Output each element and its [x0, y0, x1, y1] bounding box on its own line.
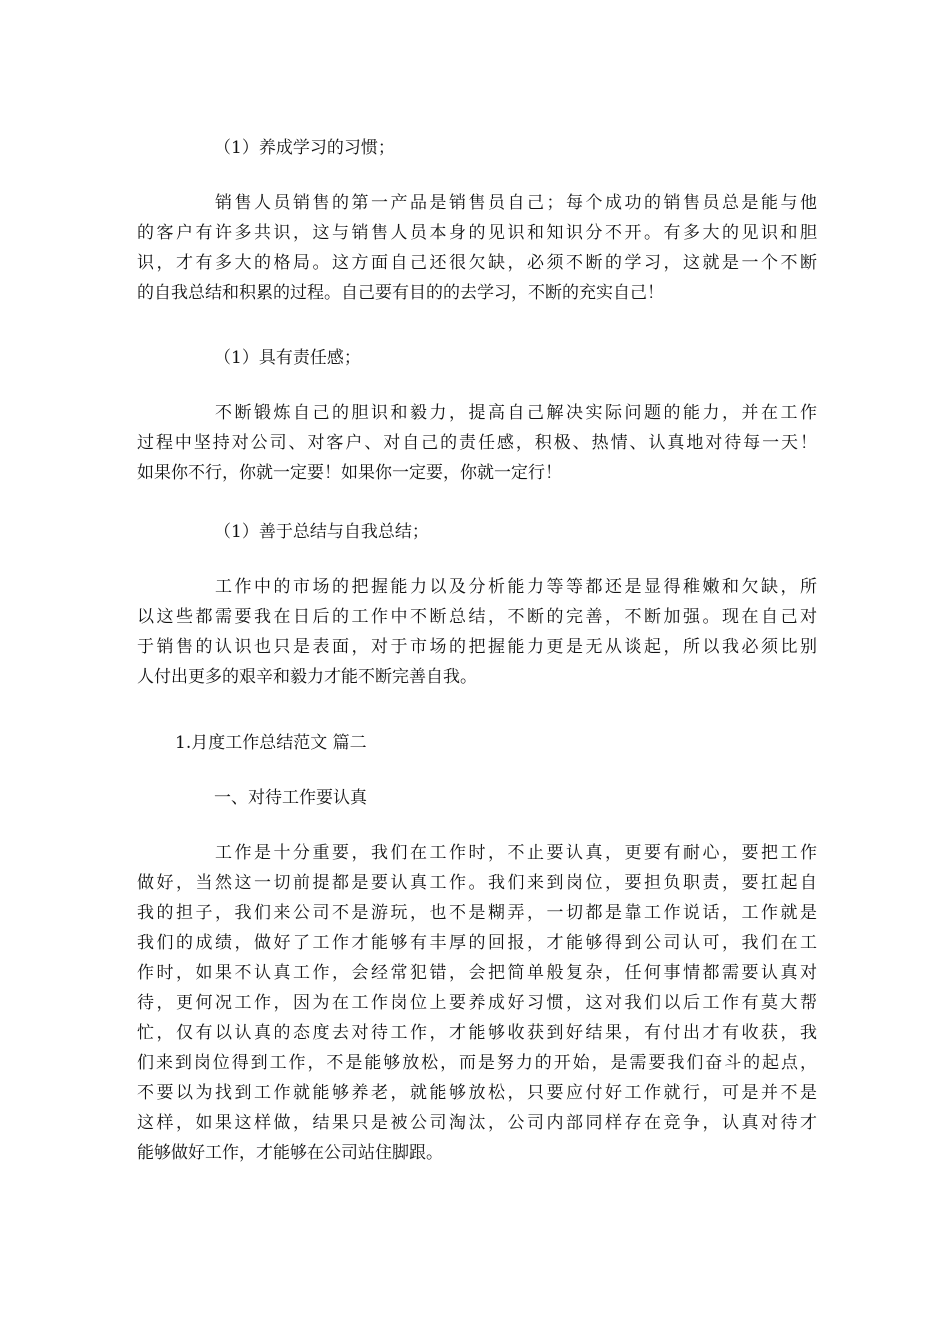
paragraph-line: 如果你不行，你就一定要！如果你一定要，你就一定行！: [137, 463, 562, 483]
paragraph-line: 我们的成绩，做好了工作才能够有丰厚的回报，才能够得到公司认可，我们在工: [137, 933, 817, 953]
section-heading-responsibility: （1）具有责任感；: [214, 348, 361, 368]
paragraph-line: 过程中坚持对公司、对客户、对自己的责任感，积极、热情、认真地对待每一天！: [137, 433, 817, 453]
paragraph-line: 我的担子，我们来公司不是游玩，也不是糊弄，一切都是靠工作说话，工作就是: [137, 903, 817, 923]
paragraph-responsibility: [137, 398, 817, 488]
paragraph-line: 不断锻炼自己的胆识和毅力，提高自己解决实际问题的能力，并在工作: [215, 403, 817, 423]
section-heading-summary: （1）善于总结与自我总结；: [214, 522, 429, 542]
paragraph-line: 工作是十分重要，我们在工作时，不止要认真，更要有耐心，要把工作: [215, 843, 817, 863]
paragraph-line: 销售人员销售的第一产品是销售员自己；每个成功的销售员总是能与他: [215, 193, 817, 213]
paragraph-learning: [137, 188, 817, 308]
paragraph-work-seriously: [137, 838, 817, 1168]
section-heading-learning-habit: （1）养成学习的习惯；: [214, 138, 395, 158]
paragraph-line: 做好，当然这一切前提都是要认真工作。我们来到岗位，要担负职责，要扛起自: [137, 873, 817, 893]
paragraph-line: 忙，仅有以认真的态度去对待工作，才能够收获到好结果，有付出才有收获，我: [137, 1023, 817, 1043]
paragraph-line: 待，更何况工作，因为在工作岗位上要养成好习惯，这对我们以后工作有莫大帮: [137, 993, 817, 1013]
paragraph-line: 不要以为找到工作就能够养老，就能够放松，只要应付好工作就行，可是并不是: [137, 1083, 817, 1103]
paragraph-line: 的自我总结和积累的过程。自己要有目的的去学习，不断的充实自己！: [137, 283, 664, 303]
paragraph-line: 以这些都需要我在日后的工作中不断总结，不断的完善，不断加强。现在自己对: [137, 607, 817, 627]
paragraph-line: 们来到岗位得到工作，不是能够放松，而是努力的开始，是需要我们奋斗的起点，: [137, 1053, 817, 1073]
paragraph-line: 能够做好工作，才能够在公司站住脚跟。: [137, 1143, 443, 1163]
paragraph-line: 的客户有许多共识，这与销售人员本身的见识和知识分不开。有多大的见识和胆: [137, 223, 817, 243]
section-heading-work-seriously: 一、对待工作要认真: [214, 788, 367, 808]
paragraph-line: 识，才有多大的格局。这方面自己还很欠缺，必须不断的学习，这就是一个不断: [137, 253, 817, 273]
paragraph-summary: [137, 572, 817, 692]
paragraph-line: 工作中的市场的把握能力以及分析能力等等都还是显得稚嫩和欠缺，所: [215, 577, 817, 597]
article-title: 1.月度工作总结范文 篇二: [175, 733, 367, 753]
paragraph-line: 这样，如果这样做，结果只是被公司淘汰，公司内部同样存在竞争，认真对待才: [137, 1113, 817, 1133]
paragraph-line: 人付出更多的艰辛和毅力才能不断完善自我。: [137, 667, 477, 687]
paragraph-line: 作时，如果不认真工作，会经常犯错，会把简单般复杂，任何事情都需要认真对: [137, 963, 817, 983]
paragraph-line: 于销售的认识也只是表面，对于市场的把握能力更是无从谈起，所以我必须比别: [137, 637, 817, 657]
